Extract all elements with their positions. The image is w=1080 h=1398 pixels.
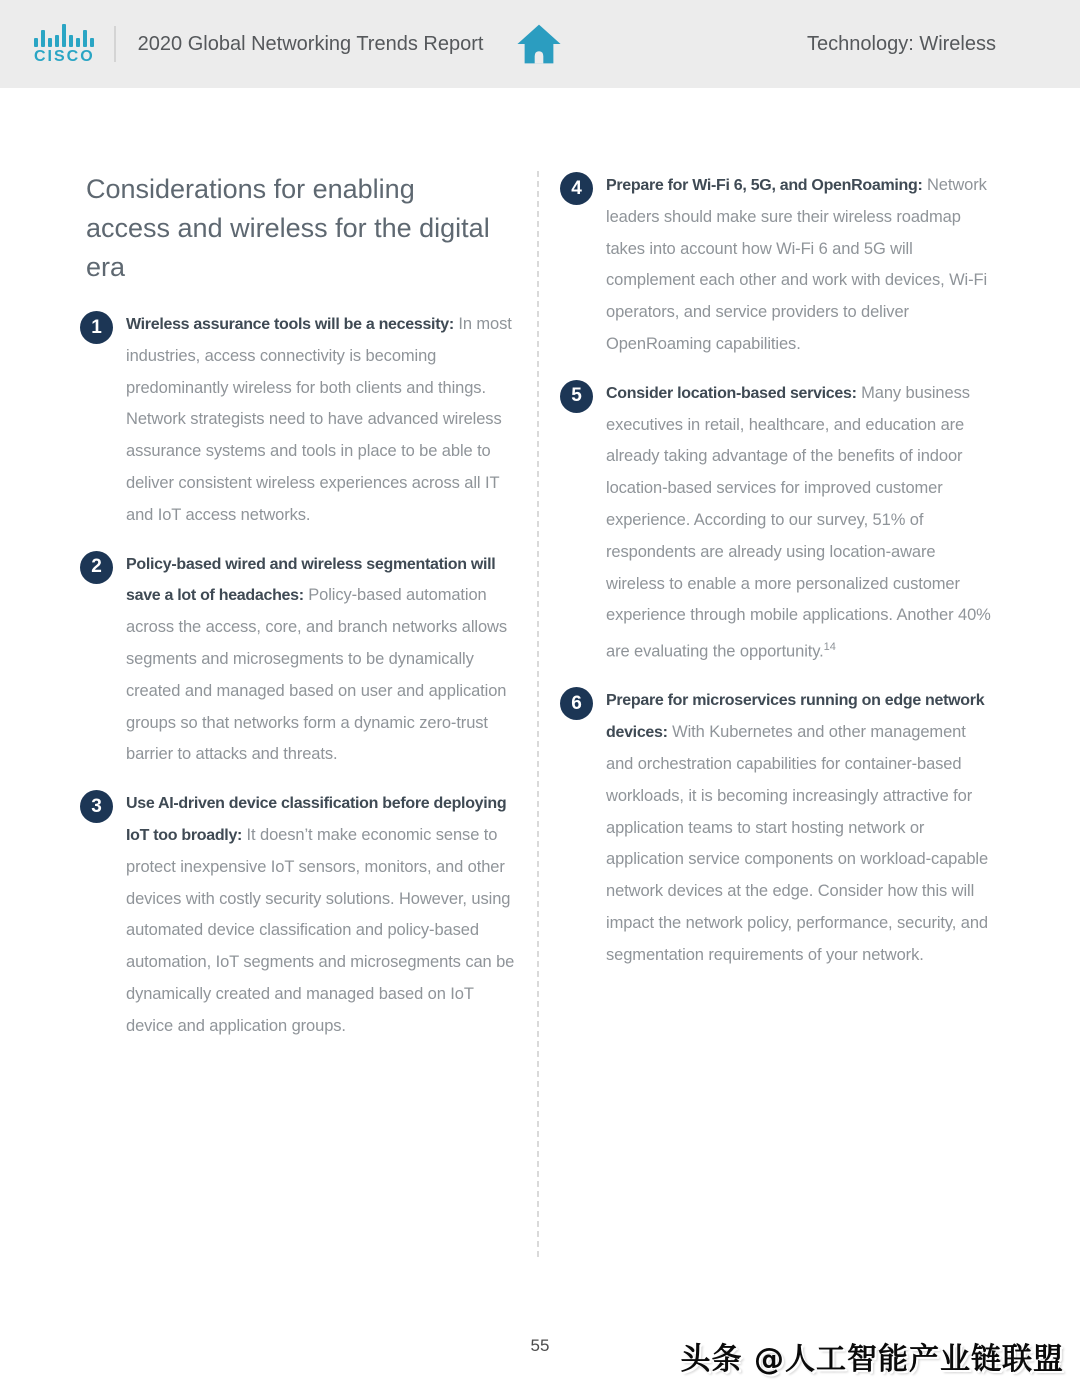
item-paragraph xyxy=(606,685,992,971)
consideration-item-6 xyxy=(560,685,992,971)
item-title: Wireless assurance tools will be a necessity: xyxy=(126,316,454,333)
item-number-badge: 4 xyxy=(560,172,593,205)
consideration-item-2 xyxy=(80,549,515,772)
page-title: Considerations for enabling access and wireless for the digital era xyxy=(86,174,490,282)
item-number-badge: 3 xyxy=(80,790,113,823)
item-body: It doesn’t make economic sense to protect inexpensive IoT sensors, monitors, and other devices with costly security solutions. However, using automated device classification and policy-based automation, IoT segments and microsegments can be dynamically created and managed based on IoT device and application groups. xyxy=(126,825,515,1035)
item-paragraph xyxy=(606,378,992,669)
section-label: Technology: Wireless xyxy=(807,32,996,55)
item-title: Policy-based wired and wireless segmentation will save a lot of headaches: xyxy=(126,555,496,605)
item-title: Prepare for microservices running on edge network devices: xyxy=(606,692,985,742)
cisco-wordmark: CISCO xyxy=(34,47,95,65)
cisco-bridge-icon xyxy=(34,23,94,47)
item-title: Use AI-driven device classification before deploying IoT too broadly: xyxy=(126,795,507,844)
page-body xyxy=(0,88,1080,1060)
item-body: Many business executives in retail, healthcare, and education are already taking advantage of the benefits of indoor location-based services for improved customer experience. According to our survey, 51% of respondents are already using location-aware wireless to enable a more personalized customer experience through mobile applications. Another 40% are evaluating the opportunity. xyxy=(606,383,991,661)
item-number-badge: 2 xyxy=(80,551,113,584)
item-title: Consider location-based services: xyxy=(606,384,857,402)
watermark: 头条 @人工智能产业链联盟 xyxy=(680,1342,1064,1377)
footnote-ref: 14 xyxy=(823,641,836,654)
item-body: Policy-based automation across the access, core, and branch networks allows segments and microsegments to be dynamically created and managed based on user and application groups so that networks form a dynamic zero-trust barrier to attacks and threats. xyxy=(126,586,507,764)
item-paragraph xyxy=(126,549,515,772)
item-number-badge: 1 xyxy=(80,311,113,344)
consideration-item-4 xyxy=(560,170,992,361)
cisco-logo xyxy=(34,23,95,66)
report-title: 2020 Global Networking Trends Report xyxy=(137,32,484,55)
right-column xyxy=(560,170,992,1060)
item-body: With Kubernetes and other management and orchestration capabilities for container-based workloads, it is becoming increasingly attractive for application teams to start hosting network or application service components on workload-capable network devices at the edge. Consider how this will impact the network policy, performance, security, and segmentation requirements of your network. xyxy=(606,723,989,964)
home-icon[interactable] xyxy=(516,21,562,67)
consideration-item-5 xyxy=(560,378,992,669)
item-paragraph xyxy=(126,788,515,1042)
item-body: In most industries, access connectivity is becoming predominantly wireless for both clients and things. Network strategists need to have advanced wireless assurance systems and tools in place to be able to deliver consistent wireless experiences across all IT and IoT access networks. xyxy=(126,315,512,524)
item-title: Prepare for Wi-Fi 6, 5G, and OpenRoaming: xyxy=(606,177,923,194)
page-number: 55 xyxy=(530,1336,550,1355)
left-column xyxy=(80,170,515,1060)
item-body: Network leaders should make sure their wireless roadmap takes into account how Wi-Fi 6 and 5G will complement each other and work with devices, Wi-Fi operators, and service providers to deliver OpenRoaming capabilities. xyxy=(606,176,988,353)
consideration-item-3 xyxy=(80,788,515,1042)
item-number-badge: 6 xyxy=(560,687,593,720)
item-number-badge: 5 xyxy=(560,380,593,413)
header-divider xyxy=(114,26,116,62)
consideration-item-1 xyxy=(80,309,515,532)
column-divider xyxy=(537,171,539,1257)
item-paragraph xyxy=(126,309,515,532)
page-header xyxy=(0,0,1080,88)
item-paragraph xyxy=(606,170,992,361)
